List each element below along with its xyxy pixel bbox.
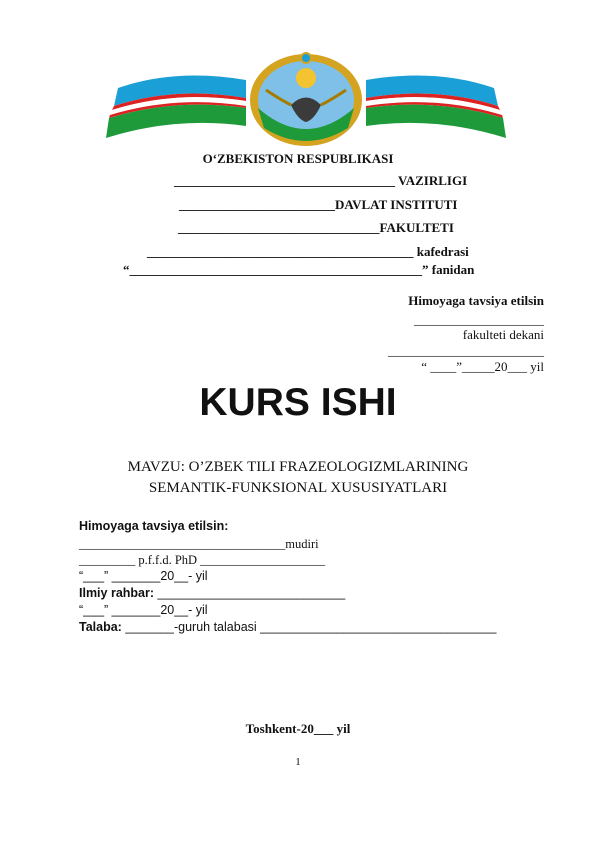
degree-line: _________ p.f.f.d. PhD ____________________	[79, 553, 326, 567]
approval-top-date: “ ____”_____20___ yil	[421, 359, 544, 374]
advisor-line: ___________________________	[154, 586, 346, 600]
subject-line: “_____________________________________________” fanidan	[123, 262, 475, 277]
city-year: Toshkent-20___ yil	[245, 721, 351, 736]
emblem-seal	[250, 53, 362, 146]
student-line: _______-guruh talabasi __________________________________	[121, 620, 497, 634]
approval-date-1: “___” _______20__- yil	[79, 569, 208, 583]
flag-right	[366, 76, 506, 139]
page-number: 1	[295, 756, 301, 768]
document-title: KURS ISHI	[199, 381, 397, 424]
dean-label: fakulteti dekani	[462, 327, 544, 342]
student-row	[79, 620, 497, 634]
topic-line-1: MAVZU: O’ZBEK TILI FRAZEOLOGIZMLARINING	[127, 459, 469, 475]
flag-left	[106, 76, 246, 139]
ministry-line: __________________________________ VAZIRLIGI	[174, 173, 468, 188]
approval-top-title: Himoyaga tavsiya etilsin	[408, 293, 544, 308]
approval-top-line1: ____________________	[414, 312, 544, 327]
topic-line-2: SEMANTIK-FUNKSIONAL XUSUSIYATLARI	[148, 480, 448, 496]
advisor-row	[79, 586, 345, 600]
head-line: _________________________________mudiri	[79, 537, 319, 551]
institute-line: ________________________DAVLAT INSTITUTI	[179, 197, 458, 212]
department-line: _________________________________________ kafedrasi	[147, 244, 469, 259]
state-emblem-banner	[96, 50, 516, 150]
approval-bottom-title: Himoyaga tavsiya etilsin:	[79, 519, 229, 533]
republic-heading: O‘ZBEKISTON RESPUBLIKASI	[202, 151, 394, 166]
approval-top-line2: ________________________	[388, 343, 544, 358]
approval-date-2: “___” _______20__- yil	[79, 603, 208, 617]
faculty-line: _______________________________FAKULTETI	[178, 220, 454, 235]
advisor-label: Ilmiy rahbar:	[79, 586, 155, 600]
student-label: Talaba:	[79, 620, 122, 634]
